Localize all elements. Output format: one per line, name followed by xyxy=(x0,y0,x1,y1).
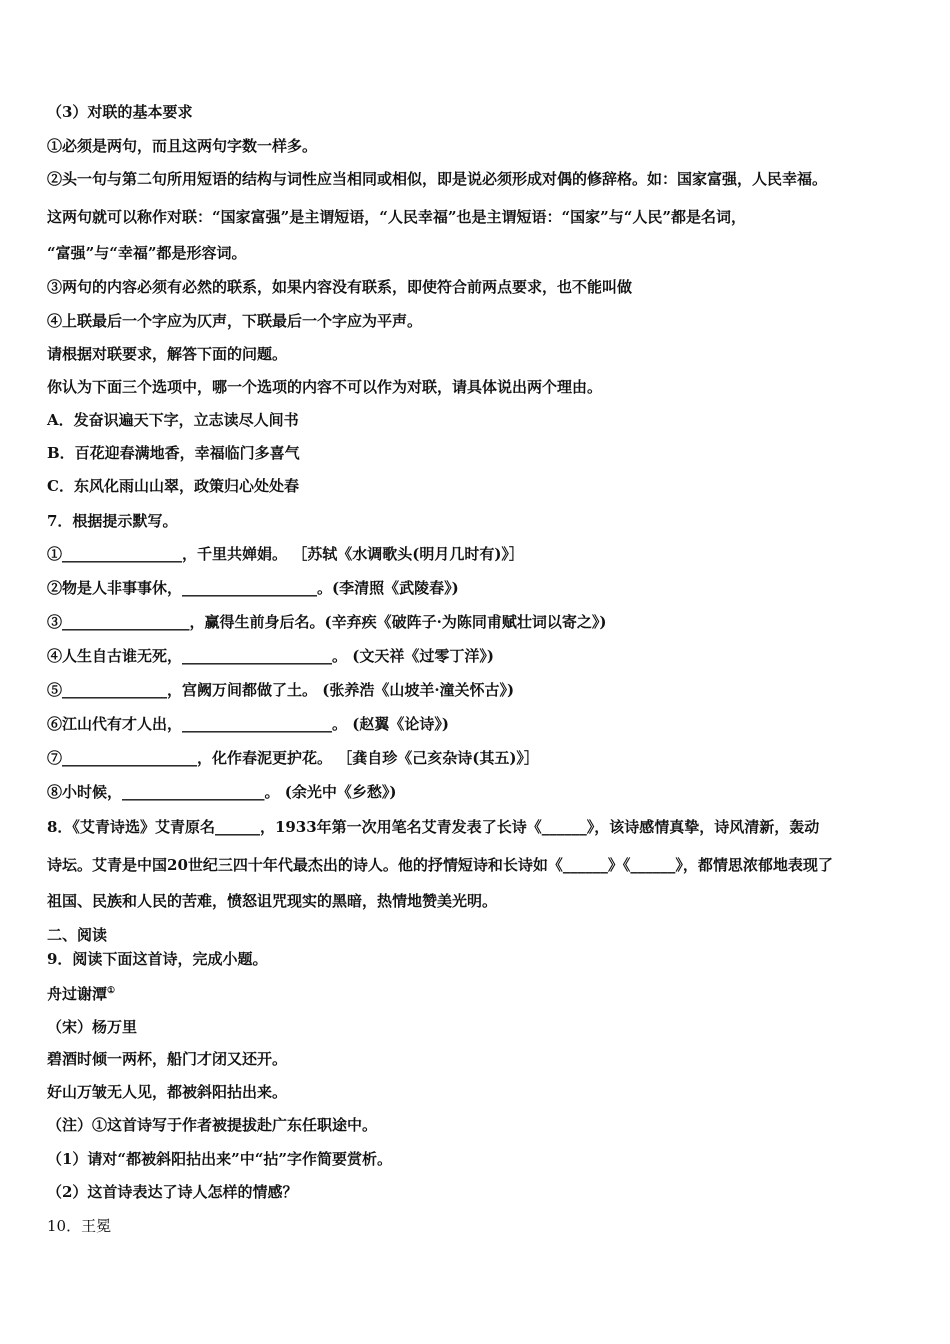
question-text: 你认为下面三个选项中，哪一个选项的内容不可以作为对联，请具体说出两个理由。 xyxy=(47,378,603,396)
rule-1: ①必须是两句，而且这两句字数一样多。 xyxy=(47,137,318,155)
question-7-title: 7．根据提示默写。 xyxy=(47,512,178,530)
recitation-item: ③_________________，赢得生前身后名。(辛弃疾《破阵子·为陈同甫赋壮词以寄之》) xyxy=(47,613,607,631)
question-8-line-3: 祖国、民族和人民的苦难，愤怒诅咒现实的黑暗，热情地赞美光明。 xyxy=(47,892,498,910)
question-10-title: 10．王冕 xyxy=(47,1217,112,1235)
recitation-item: ②物是人非事事休，__________________。(李清照《武陵春》) xyxy=(47,579,459,597)
rule-2c: “富强”与“幸福”都是形容词。 xyxy=(47,244,247,262)
poem-title-footnote-mark: ① xyxy=(107,986,116,996)
section-2-heading: 二、阅读 xyxy=(47,926,108,944)
question-8-line-2: 诗坛。艾青是中国20世纪三四十年代最杰出的诗人。他的抒情短诗和长诗如《______》《______》，都情思浓郁地表现了 xyxy=(47,856,833,874)
recitation-item: ⑥江山代有才人出，____________________。 (赵翼《论诗》) xyxy=(47,715,449,733)
rule-2b: 这两句就可以称作对联：“国家富强”是主谓短语，“人民幸福”也是主谓短语：“国家”与“人民”都是名词， xyxy=(47,208,747,226)
option-a: A．发奋识遍天下字，立志读尽人间书 xyxy=(47,411,299,429)
option-c: C．东风化雨山山翠，政策归心处处春 xyxy=(47,477,299,495)
poem-author: （宋）杨万里 xyxy=(47,1018,138,1036)
section-heading: （3）对联的基本要求 xyxy=(47,103,193,121)
question-9-sub-2: （2）这首诗表达了诗人怎样的情感？ xyxy=(47,1183,298,1201)
recitation-item: ④人生自古谁无死，____________________。 (文天祥《过零丁洋》) xyxy=(47,647,494,665)
poem-verse-1: 碧酒时倾一两杯，船门才闭又还开。 xyxy=(47,1050,288,1068)
option-b: B．百花迎春满地香，幸福临门多喜气 xyxy=(47,444,300,462)
rule-2a: ②头一句与第二句所用短语的结构与词性应当相同或相似，即是说必须形成对偶的修辞格。如：国家富强，人民幸福。 xyxy=(47,170,828,188)
poem-title xyxy=(47,984,917,1004)
recitation-item: ⑧小时候，___________________。 (余光中《乡愁》) xyxy=(47,783,397,801)
poem-verse-2: 好山万皱无人见，都被斜阳拈出来。 xyxy=(47,1083,288,1101)
question-8-line-1: 8．《艾青诗选》艾青原名______，1933年第一次用笔名艾青发表了长诗《______》，该诗感情真挚，诗风清新，轰动 xyxy=(47,818,820,836)
instruction: 请根据对联要求，解答下面的问题。 xyxy=(47,345,288,363)
recitation-item: ⑦__________________，化作春泥更护花。 ［龚自珍《己亥杂诗(其五)》］ xyxy=(47,749,539,767)
poem-note: （注）①这首诗写于作者被提拔赴广东任职途中。 xyxy=(47,1116,378,1134)
recitation-item: ①________________，千里共婵娟。 ［苏轼《水调歌头(明月几时有)》］ xyxy=(47,545,524,563)
rule-4: ④上联最后一个字应为仄声，下联最后一个字应为平声。 xyxy=(47,312,423,330)
question-9-title: 9．阅读下面这首诗，完成小题。 xyxy=(47,950,268,968)
poem-title-text: 舟过谢潭 xyxy=(47,985,108,1003)
recitation-item: ⑤______________，宫阙万间都做了土。 (张养浩《山坡羊·潼关怀古》) xyxy=(47,681,515,699)
rule-3: ③两句的内容必须有必然的联系，如果内容没有联系，即使符合前两点要求，也不能叫做 xyxy=(47,278,633,296)
question-9-sub-1: （1）请对“都被斜阳拈出来”中“拈”字作简要赏析。 xyxy=(47,1150,392,1168)
